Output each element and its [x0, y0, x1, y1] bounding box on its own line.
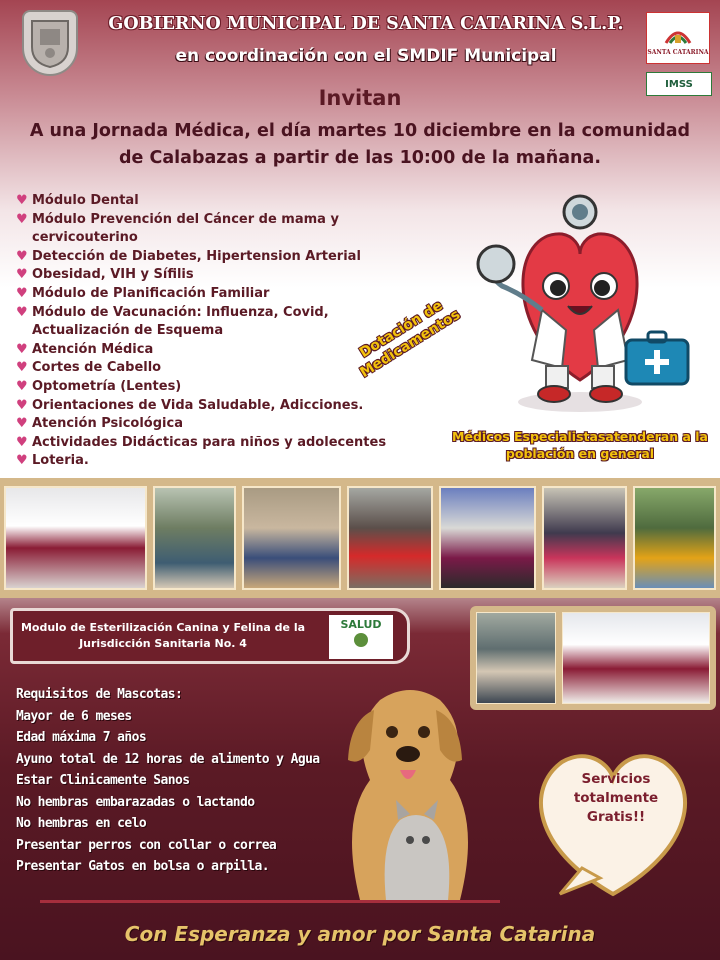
invitan-heading: Invitan [318, 86, 402, 110]
services-list [16, 192, 396, 471]
heart-bullet-icon: ♥ [16, 193, 28, 208]
list-item: Mayor de 6 meses [16, 708, 132, 724]
header-title: GOBIERNO MUNICIPAL DE SANTA CATARINA S.L.P. [108, 14, 624, 34]
event-photo [439, 486, 536, 590]
list-item: ♥ Atención Médica [16, 341, 154, 357]
footer-divider [40, 900, 500, 903]
esterilizacion-text: Modulo de Esterilización Canina y Felina de la Jurisdicción Sanitaria No. 4 [20, 621, 306, 650]
list-item: ♥ Módulo de Vacunación: Influenza, Covid, Actualización de Esquema [16, 304, 329, 339]
event-photo [242, 486, 341, 590]
list-item: Edad máxima 7 años [16, 730, 147, 745]
list-item: Ayuno total de 12 horas de alimento y Agua [16, 751, 320, 767]
medicos-especialistas-label: Médicos Especialistasatenderan a la población en general [452, 429, 708, 461]
heart-bullet-icon: ♥ [16, 211, 28, 227]
heart-bullet-icon: ♥ [16, 341, 28, 357]
list-item: ♥ Módulo Prevención del Cáncer de mama y cervicouterino [16, 211, 339, 246]
dog-and-cat-icon [330, 670, 480, 900]
santa-catarina-logo-icon [658, 21, 698, 49]
list-item: ♥ Obesidad, VIH y Sífilis [16, 267, 194, 283]
event-photo [633, 486, 716, 590]
heart-bullet-icon: ♥ [16, 434, 28, 450]
santa-catarina-logo [646, 12, 710, 64]
heart-bullet-icon: ♥ [16, 285, 28, 301]
header-subtitle: en coordinación con el SMDIF Municipal [175, 46, 557, 66]
list-item: ♥ Atención Psicológica [16, 416, 183, 432]
list-item: ♥ Orientaciones de Vida Saludable, Adicciones. [16, 397, 364, 413]
list-item: No hembras embarazadas o lactando [16, 794, 255, 810]
event-photo [476, 612, 556, 704]
list-item: Presentar perros con collar o correa [16, 837, 277, 853]
event-photo [153, 486, 236, 590]
list-item: ♥ Detección de Diabetes, Hipertension Arterial [16, 248, 361, 264]
heart-bullet-icon: ♥ [16, 416, 28, 432]
servicios-gratis-label: Servicios totalmente Gratis!! [573, 771, 659, 825]
list-item: Estar Clinicamente Sanos [16, 773, 190, 788]
heart-bullet-icon: ♥ [16, 304, 28, 320]
footer-slogan: Con Esperanza y amor por Santa Catarina [124, 922, 596, 946]
heart-bullet-icon: ♥ [16, 267, 28, 283]
list-item: ♥ Cortes de Cabello [16, 360, 162, 376]
salud-logo [329, 615, 393, 659]
event-photo [562, 612, 710, 704]
photo-frame [470, 606, 716, 710]
municipal-seal-icon [22, 10, 78, 76]
list-item: ♥ Módulo Dental [16, 193, 139, 208]
santa-catarina-logo-text: SANTA CATARINA [647, 48, 709, 56]
heart-bullet-icon: ♥ [16, 360, 28, 376]
dotacion-medicamentos-label: Dotación de Medicamentos [356, 297, 464, 381]
list-item: No hembras en celo [16, 816, 147, 831]
esterilizacion-banner [10, 608, 410, 664]
event-message: A una Jornada Médica, el día martes 10 diciembre en la comunidad de Calabazas a partir de las 10:00 de la mañana. [29, 121, 691, 168]
list-item: ♥ Módulo de Planificación Familiar [16, 285, 270, 301]
photo-strip [0, 478, 720, 598]
event-photo [542, 486, 627, 590]
heart-bullet-icon: ♥ [16, 248, 28, 264]
list-item: ♥ Actividades Didácticas para niños y adolecentes [16, 434, 387, 450]
list-item: ♥ Loteria. [16, 453, 89, 469]
salud-emblem-icon [354, 633, 368, 647]
list-item: ♥ Optometría (Lentes) [16, 378, 182, 394]
heart-bullet-icon: ♥ [16, 378, 28, 394]
event-photo [4, 486, 147, 590]
imss-logo: IMSS [646, 72, 712, 96]
heart-bullet-icon: ♥ [16, 453, 28, 469]
requisitos-title: Requisitos de Mascotas: [16, 687, 183, 702]
list-item: Presentar Gatos en bolsa o arpilla. [16, 859, 269, 874]
event-photo [347, 486, 434, 590]
heart-doctor-mascot-icon [462, 190, 698, 416]
salud-logo-text: SALUD [340, 618, 382, 631]
heart-bullet-icon: ♥ [16, 397, 28, 413]
requisitos-list [16, 684, 376, 878]
